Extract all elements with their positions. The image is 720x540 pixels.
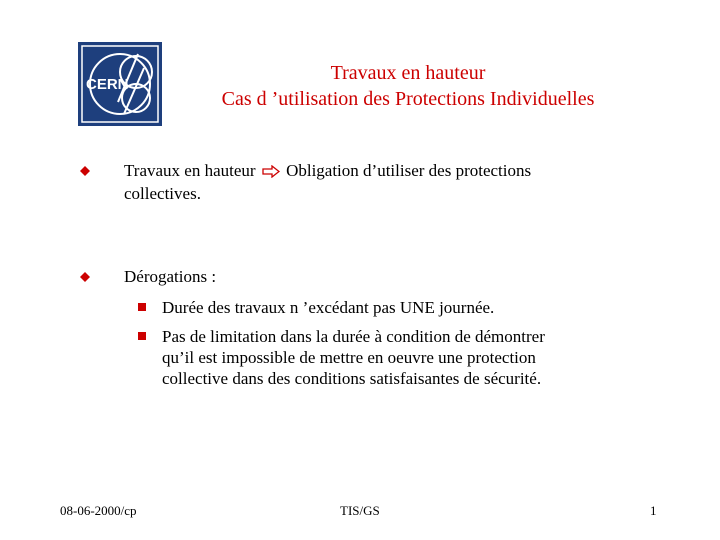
footer-date: 08-06-2000/cp xyxy=(60,503,137,518)
page-number: 1 xyxy=(650,503,657,518)
right-arrow-icon xyxy=(262,162,280,183)
cern-logo xyxy=(78,42,162,126)
title-line-2: Cas d ’utilisation des Protections Individuelles xyxy=(221,88,595,110)
bullet-text: Dérogations : xyxy=(124,267,217,286)
bullet-text-after: Obligation d’utiliser des protections xyxy=(286,161,532,180)
title-line-1: Travaux en hauteur xyxy=(330,62,486,84)
diamond-bullet-icon xyxy=(80,166,90,176)
svg-text:CERN: CERN xyxy=(86,76,129,93)
sub-item-text: Durée des travaux n ’excédant pas UNE journée. xyxy=(162,298,495,317)
square-bullet-icon xyxy=(138,332,146,340)
footer-department: TIS/GS xyxy=(340,503,380,518)
slide-title xyxy=(170,60,646,112)
diamond-bullet-icon xyxy=(80,272,90,282)
sub-item-text: Pas de limitation dans la durée à condition de démontrer qu’il est impossible de mettre en oeuvre une protection collective dans des conditions satisfaisantes de sécurité. xyxy=(162,327,545,388)
bullet-text-line-2: collectives. xyxy=(124,184,201,203)
bullet-text xyxy=(124,160,644,204)
cern-logo-icon xyxy=(78,42,162,126)
bullet-text-before: Travaux en hauteur xyxy=(124,161,256,180)
square-bullet-icon xyxy=(138,303,146,311)
